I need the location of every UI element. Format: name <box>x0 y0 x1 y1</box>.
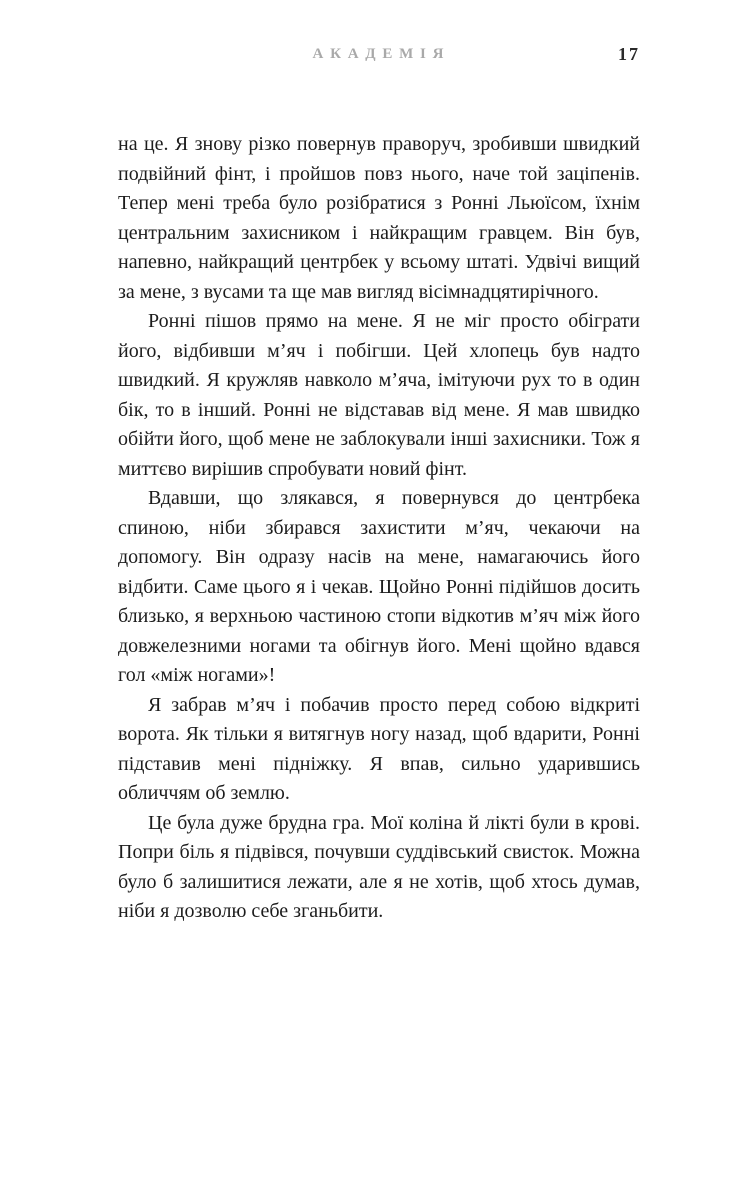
page-number: 17 <box>618 44 640 64</box>
body-text <box>118 130 640 927</box>
paragraph: на це. Я знову різко повернув праворуч, зробивши швидкий подвійний фінт, і пройшов повз нього, наче той заціпенів. Тепер мені треба було розібратися з Ронні Льюїсом, їхнім центральним захисником і найкращим гравцем. Він був, напевно, найкращий центрбек у всьому штаті. Удвічі вищий за мене, з вусами та ще мав вигляд вісімнадцятирічного. <box>118 133 640 303</box>
paragraph: Це була дуже брудна гра. Мої коліна й лікті були в крові. Попри біль я підвівся, почувши суддівський свисток. Можна було б залишитися лежати, але я не хотів, щоб хтось думав, ніби я дозволю себе зганьбити. <box>118 811 640 922</box>
paragraph: Ронні пішов прямо на мене. Я не міг просто обіграти його, відбивши м’яч і побігши. Цей хлопець був надто швидкий. Я кружляв навколо м’яча, імітуючи рух то в один бік, то в інший. Ронні не відставав від мене. Я мав швидко обійти його, щоб мене не заблокували інші захисники. Тож я миттєво вирішив спробувати новий фінт. <box>118 310 640 480</box>
paragraph: Вдавши, що злякався, я повернувся до центрбека спиною, ніби збирався захистити м’яч, чекаючи на допомогу. Він одразу насів на мене, намагаючись його відбити. Саме цього я і чекав. Щойно Ронні підійшов досить близько, я верхньою частиною стопи відкотив м’яч між його довжелезними ногами та обігнув його. Мені щойно вдався гол «між ногами»! <box>118 487 640 686</box>
paragraph: Я забрав м’яч і побачив просто перед собою відкриті ворота. Як тільки я витягнув ногу назад, щоб вдарити, Ронні підставив мені підніжку. Я впав, сильно ударившись обличчям об землю. <box>118 693 640 804</box>
page-header <box>0 0 756 72</box>
running-title: АКАДЕМІЯ <box>312 46 451 62</box>
